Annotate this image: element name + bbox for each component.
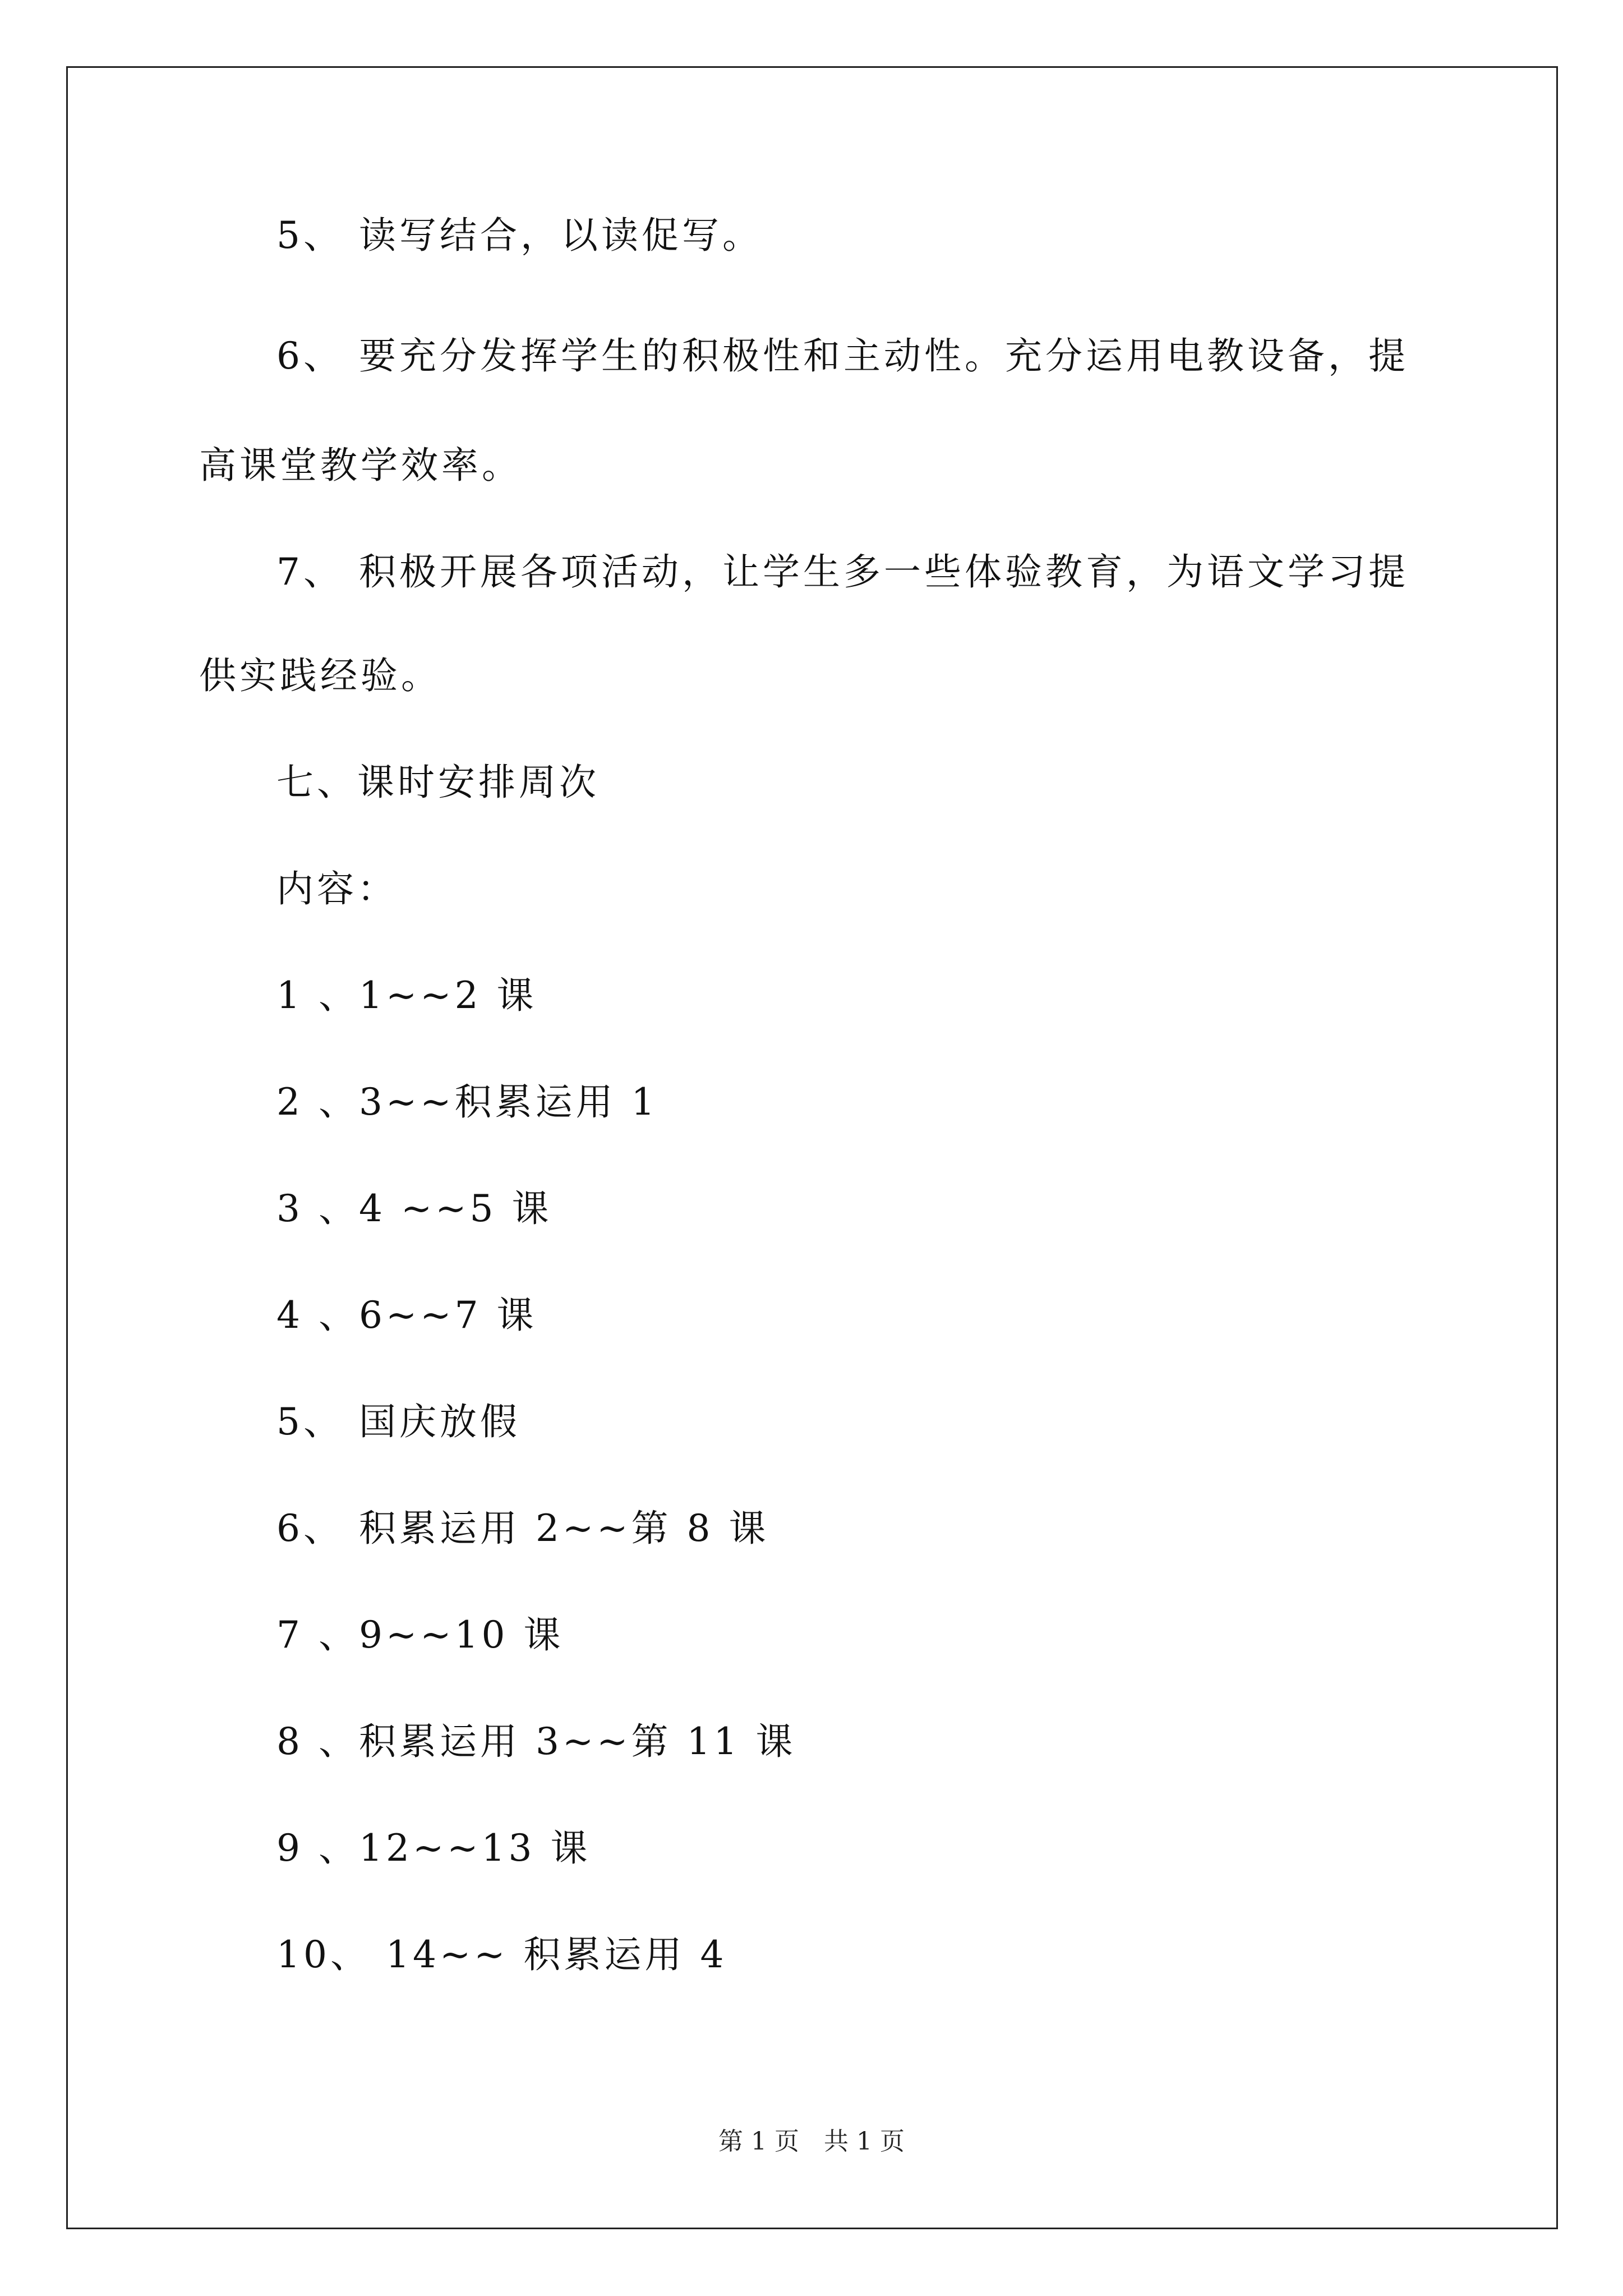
- list-item: 9 、12~~13 课: [276, 1826, 591, 1870]
- text-line: 7、 积极开展各项活动，让学生多一些体验教育，为语文学习提: [276, 550, 1409, 593]
- list-item: 4 、6~~7 课: [276, 1294, 537, 1337]
- text-line: 供实践经验。: [199, 654, 441, 697]
- list-item: 2 、3~~积累运用 1: [276, 1080, 658, 1124]
- text-line: 5、 读写结合，以读促写。: [276, 214, 763, 257]
- page-number: 第 1 页: [718, 2127, 799, 2156]
- list-item: 1 、1~~2 课: [276, 974, 537, 1017]
- text-line: 内容：: [276, 867, 398, 910]
- text-line: 6、 要充分发挥学生的积极性和主动性。充分运用电教设备，提: [276, 334, 1409, 378]
- page-frame: [66, 66, 1558, 2229]
- page-footer: [0, 2126, 1623, 2157]
- list-item: 8 、积累运用 3~~第 11 课: [276, 1720, 796, 1763]
- list-item: 5、 国庆放假: [276, 1400, 520, 1443]
- list-item: 10、 14~~ 积累运用 4: [276, 1933, 727, 1976]
- list-item: 7 、9~~10 课: [276, 1613, 564, 1657]
- page-total: 共 1 页: [824, 2127, 905, 2156]
- list-item: 6、 积累运用 2~~第 8 课: [276, 1507, 769, 1550]
- section-heading: 七、课时安排周次: [276, 761, 600, 804]
- text-line: 高课堂教学效率。: [199, 444, 522, 487]
- list-item: 3 、4 ~~5 课: [276, 1187, 552, 1230]
